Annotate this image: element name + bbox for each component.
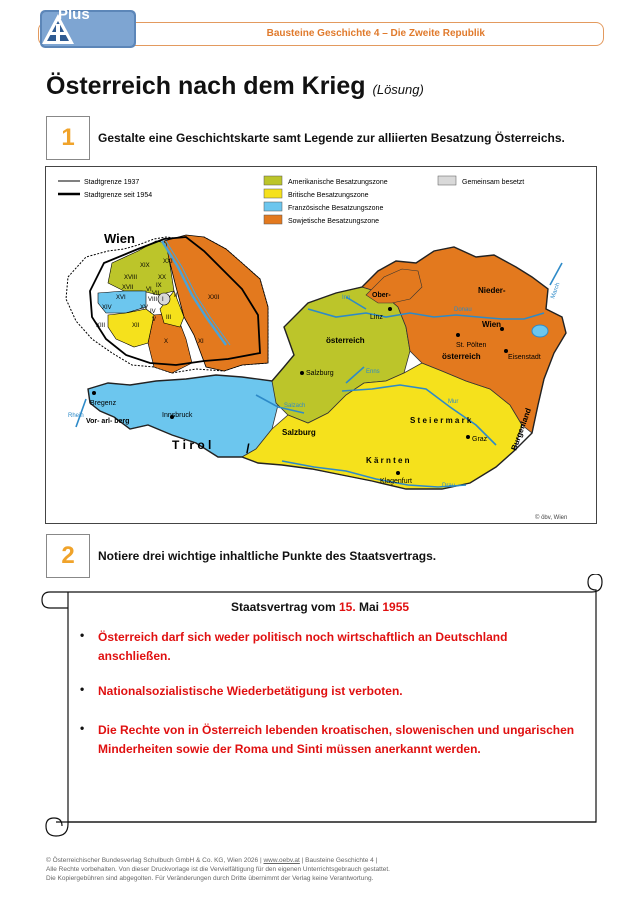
- city-dot-stpoelten: [456, 333, 460, 337]
- footer-link[interactable]: www.oebv.at: [263, 857, 300, 864]
- river-label-march: March: [550, 281, 562, 300]
- page-subtitle: (Lösung): [372, 82, 424, 97]
- legend-label-1937: Stadtgrenze 1937: [84, 179, 140, 186]
- treaty-title-prefix: Staatsvertrag vom: [230, 600, 339, 614]
- district-label: XXI: [163, 259, 173, 265]
- map-svg: [46, 167, 598, 525]
- task1-text: Gestalte eine Geschichtskarte samt Legende zur alliierten Besatzung Österreichs.: [98, 131, 565, 145]
- legend-swatch-uk: [264, 189, 282, 198]
- header-title: Bausteine Geschichte 4 – Die Zweite Republik: [266, 28, 485, 39]
- footer-line-2: Alle Rechte vorbehalten. Von dieser Druckvorlage ist die Vervielfältigung für den eigenen Unterrichtsgebrauch gestattet.: [46, 866, 390, 873]
- map-label-burgenland: Burgenland: [509, 406, 534, 452]
- map-label-linz: Linz: [370, 314, 383, 321]
- treaty-point-text: Die Rechte von in Österreich lebenden kroatischen, slowenischen und ungarischen Minderheiten sowie der Roma und Sinti müssen anerkannt werden.: [98, 723, 575, 756]
- page-title: [46, 72, 424, 101]
- district-label: IX: [156, 283, 162, 289]
- river-label-drau: Drau: [442, 483, 456, 489]
- map-label-wien: Wien: [482, 320, 502, 329]
- footer-line-1a: © Österreichischer Bundesverlag Schulbuch GmbH & Co. KG, Wien 2026 |: [46, 857, 264, 864]
- bullet-icon: •: [80, 721, 85, 735]
- treaty-title-day: 15.: [338, 600, 356, 614]
- wien-inset-title: Wien: [104, 231, 135, 246]
- treaty-scroll: [40, 574, 606, 842]
- map-label-oesterreich-ober: österreich: [326, 336, 365, 345]
- district-label: XVI: [116, 295, 126, 301]
- legend-swatch-su: [264, 215, 282, 224]
- map-label-vorarlberg: Vor- arl- berg: [86, 418, 130, 425]
- river-label-salzach: Salzach: [284, 403, 306, 409]
- bullet-icon: •: [80, 628, 85, 642]
- wien-zone-joint: [158, 293, 170, 305]
- district-label: XIX: [140, 263, 150, 269]
- occupation-map: [45, 166, 597, 524]
- bullet-icon: •: [80, 682, 85, 696]
- footer: [46, 856, 390, 883]
- legend-label-uk: Britische Besatzungszone: [288, 192, 369, 199]
- legend-label-su: Sowjetische Besatzungszone: [288, 218, 380, 225]
- task2-number: 2: [46, 534, 90, 578]
- district-label: VII: [152, 291, 160, 297]
- legend-label-us: Amerikanische Besatzungszone: [288, 179, 388, 186]
- lake-neusiedl: [532, 325, 548, 337]
- district-label: XXII: [208, 295, 220, 301]
- district-label: IV: [150, 309, 156, 315]
- map-copyright: © öbv, Wien: [535, 515, 568, 521]
- city-dot-klagenfurt: [396, 471, 400, 475]
- footer-line-1: [46, 856, 390, 865]
- district-label: II: [174, 293, 178, 299]
- district-label: XII: [132, 323, 140, 329]
- map-label-slash: /: [246, 441, 250, 456]
- map-label-graz: Graz: [472, 436, 488, 443]
- river-label-donau: Donau: [454, 307, 472, 313]
- legend-swatch-us: [264, 176, 282, 185]
- footer-line-3: Die Kopiergebühren sind abgegolten. Für Veränderungen durch Dritte übernimmt der Verlag keine Verantwortung.: [46, 875, 374, 882]
- city-dot-linz: [388, 307, 392, 311]
- city-dot-graz: [466, 435, 470, 439]
- district-label: VI: [146, 287, 152, 293]
- river-march: [550, 263, 562, 285]
- task1-number: 1: [46, 116, 90, 160]
- map-label-kaernten: K ä r n t e n: [366, 456, 410, 465]
- city-dot-salzburg: [300, 371, 304, 375]
- treaty-title-year: 1955: [382, 600, 410, 614]
- river-label-rhein: Rhein: [68, 413, 84, 419]
- map-label-salzburg: Salzburg: [282, 428, 316, 437]
- footer-line-1b: | Bausteine Geschichte 4 |: [299, 857, 378, 864]
- district-label: V: [152, 317, 157, 323]
- treaty-title: [0, 600, 640, 614]
- map-label-klagenfurt: Klagenfurt: [380, 478, 412, 485]
- legend-label-1954: Stadtgrenze seit 1954: [84, 192, 153, 199]
- legend-swatch-fr: [264, 202, 282, 211]
- district-label: III: [166, 315, 172, 321]
- city-dot-eisenstadt: [504, 349, 508, 353]
- logo-text: Plus: [58, 6, 90, 23]
- district-label: XVIII: [124, 275, 138, 281]
- district-label: I: [162, 297, 164, 303]
- map-label-steiermark: S t e i e r m a r k: [410, 416, 472, 425]
- legend-label-fr: Französische Besatzungszone: [288, 205, 384, 212]
- district-label: XIII: [96, 323, 106, 329]
- task2-text: Notiere drei wichtige inhaltliche Punkte des Staatsvertrags.: [98, 549, 437, 563]
- river-label-inn: Inn: [342, 295, 351, 301]
- district-label: XV: [140, 305, 149, 311]
- district-label: XVII: [122, 285, 134, 291]
- district-label: VIII: [148, 297, 158, 303]
- district-label: XIV: [102, 305, 112, 311]
- city-dot-bregenz: [92, 391, 96, 395]
- legend-swatch-joint: [438, 176, 456, 185]
- river-label-mur: Mur: [448, 399, 459, 405]
- district-label: XI: [198, 339, 204, 345]
- map-label-oesterreich-nieder: österreich: [442, 352, 481, 361]
- map-label-salzburg-city: Salzburg: [306, 370, 334, 377]
- district-label: X: [164, 339, 169, 345]
- map-label-tirol: T i r o l: [172, 438, 212, 452]
- treaty-point-text: Österreich darf sich weder politisch noch wirtschaftlich an Deutschland anschließen.: [98, 630, 508, 663]
- legend-label-joint: Gemeinsam besetzt: [462, 179, 525, 186]
- district-label: XX: [158, 275, 167, 281]
- map-label-stpoelten: St. Pölten: [456, 342, 487, 349]
- map-label-bregenz: Bregenz: [90, 400, 117, 407]
- page-title-main: Österreich nach dem Krieg: [46, 72, 366, 100]
- map-label-nieder: Nieder-: [478, 286, 506, 295]
- river-label-enns: Enns: [366, 369, 380, 375]
- map-label-innsbruck: Innsbruck: [162, 412, 193, 419]
- treaty-point-text: Nationalsozialistische Wiederbetätigung ist verboten.: [98, 684, 403, 698]
- map-label-ober: Ober-: [372, 292, 391, 299]
- map-label-eisenstadt: Eisenstadt: [508, 354, 541, 361]
- treaty-title-month: Mai: [355, 600, 383, 614]
